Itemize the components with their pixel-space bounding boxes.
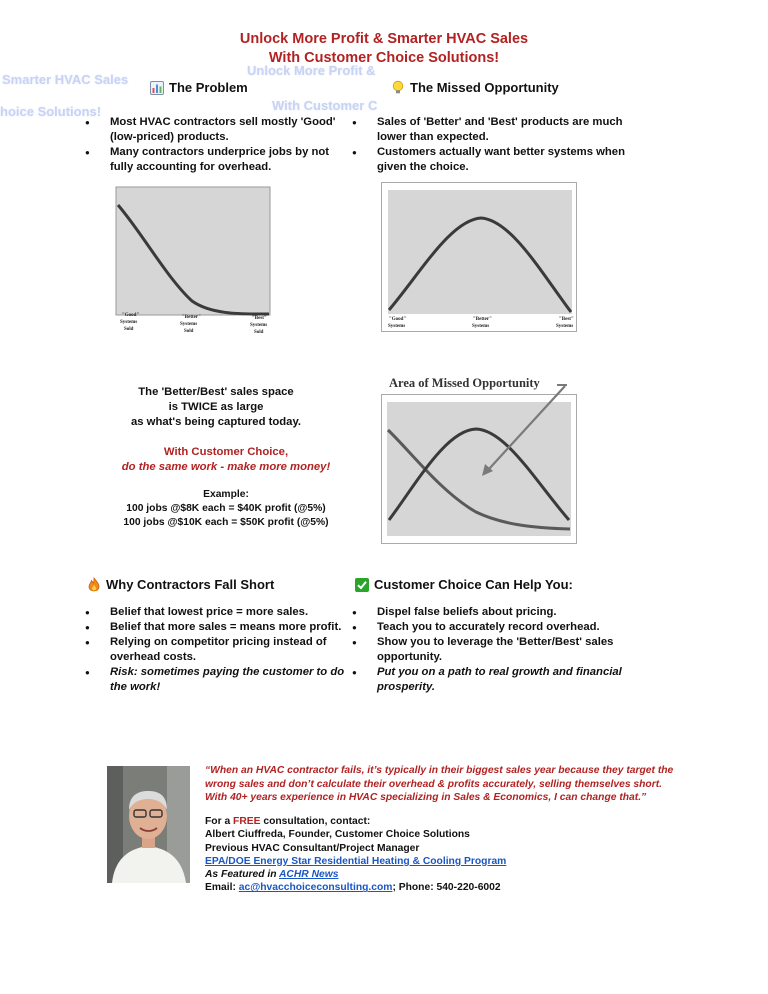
help-bullet-2: ● Teach you to accurately record overhead.	[352, 620, 632, 635]
founder-photo-graphic	[107, 766, 190, 883]
problem-heading	[150, 80, 248, 95]
example-line-2: 100 jobs @$10K each = $50K profit (@5%)	[123, 516, 329, 528]
help-list	[352, 605, 632, 695]
email-link[interactable]: ac@hvacchoiceconsulting.com	[238, 882, 393, 894]
help-bullet-4: ● Put you on a path to real growth and financial prosperity.	[352, 665, 632, 695]
founder-quote	[205, 764, 675, 805]
title-line-1: Unlock More Profit & Smarter HVAC Sales	[239, 31, 529, 47]
check-mark-icon	[355, 578, 369, 592]
example-label: Example:	[203, 489, 249, 500]
opportunity-heading-text: The Missed Opportunity	[410, 80, 559, 95]
chart2-label-best-1: "Best"	[559, 317, 574, 322]
help-bullet-1: ● Dispel false beliefs about pricing.	[352, 605, 632, 620]
ghost-text-mid-1: Unlock More Profit &	[247, 63, 376, 78]
chart1-label-best-1: "Best"	[252, 316, 267, 321]
chart2-label-better-2: Systems	[472, 324, 490, 329]
help-heading-text: Customer Choice Can Help You:	[374, 577, 573, 592]
bar-chart-icon	[150, 81, 164, 95]
contact-name: Albert Ciuffreda, Founder, Customer Choice Solutions	[205, 829, 470, 841]
contact-previous-role: Previous HVAC Consultant/Project Manager	[205, 842, 420, 854]
quote-line-3: With 40+ years experience in HVAC specializing in Sales & Economics, I can change that.”	[205, 792, 647, 803]
problem-list	[85, 115, 350, 175]
example-block	[94, 488, 358, 529]
fire-icon	[87, 578, 101, 592]
twice-as-large-text	[104, 385, 328, 430]
good-sales-curve-graphic	[112, 183, 273, 333]
problem-bullet-2: ● Many contractors underprice jobs by not fully accounting for overhead.	[85, 145, 350, 175]
fall-short-bullet-1: ● Belief that lowest price = more sales.	[85, 605, 355, 620]
title-line-2: With Customer Choice Solutions!	[268, 50, 500, 66]
ghost-text-left-2: hoice Solutions!	[0, 104, 102, 119]
cc-line-1: With Customer Choice,	[163, 446, 289, 458]
opportunity-bullet-2: ● Customers actually want better systems when given the choice.	[352, 145, 637, 175]
chart1-label-better-3: Sold	[184, 329, 194, 333]
opportunity-heading	[391, 80, 559, 95]
contact-free-line	[205, 815, 675, 828]
problem-bullet-1: ● Most HVAC contractors sell mostly 'Good' (low-priced) products.	[85, 115, 350, 145]
help-heading	[355, 577, 573, 592]
chart1-label-good-1: "Good"	[122, 313, 140, 318]
chart1-label-best-2: Systems	[250, 323, 268, 328]
chart1-label-best-3: Sold	[254, 330, 264, 333]
bell-curve-graphic	[381, 182, 577, 332]
contact-consult: consultation, contact:	[260, 816, 371, 827]
chart1-label-good-3: Sold	[124, 327, 134, 332]
chart2-label-better-1: "Better"	[473, 317, 492, 322]
middle-line-1: The 'Better/Best' sales space	[138, 386, 294, 398]
cc-line-2: do the same work - make more money!	[121, 461, 331, 473]
fall-short-list	[85, 605, 355, 695]
fall-short-bullet-3: ● Relying on competitor pricing instead of overhead costs.	[85, 635, 355, 665]
missed-opportunity-chart	[381, 372, 577, 544]
page-title	[0, 30, 768, 68]
chart1-label-good-2: Systems	[120, 320, 138, 325]
customer-choice-tagline	[94, 445, 358, 475]
missed-opportunity-title: Area of Missed Opportunity	[389, 376, 540, 390]
chart1-label-better-1: "Better"	[182, 315, 201, 320]
contact-block	[205, 815, 675, 895]
fall-short-bullet-2: ● Belief that more sales = means more profit.	[85, 620, 355, 635]
opportunity-bullet-1: ● Sales of 'Better' and 'Best' products are much lower than expected.	[352, 115, 637, 145]
middle-line-2: is TWICE as large	[168, 401, 264, 413]
middle-line-3: as what's being captured today.	[130, 416, 302, 428]
problem-heading-text: The Problem	[169, 80, 248, 95]
example-line-1: 100 jobs @$8K each = $40K profit (@5%)	[126, 502, 326, 514]
ghost-text-left-1: Smarter HVAC Sales	[2, 72, 129, 87]
contact-for-a: For a	[205, 816, 234, 827]
achr-news-link[interactable]: ACHR News	[279, 869, 339, 881]
fall-short-bullet-4: ● Risk: sometimes paying the customer to do the work!	[85, 665, 355, 695]
fall-short-heading-text: Why Contractors Fall Short	[106, 577, 275, 592]
featured-line	[205, 868, 675, 881]
bell-curve-chart	[381, 182, 577, 332]
opportunity-list	[352, 115, 637, 175]
help-bullet-3: ● Show you to leverage the 'Better/Best' sales opportunity.	[352, 635, 632, 665]
email-label: Email:	[205, 882, 239, 894]
featured-label: As Featured in	[205, 869, 279, 881]
fall-short-heading	[87, 577, 274, 592]
energy-star-program-link[interactable]: EPA/DOE Energy Star Residential Heating & Cooling Program	[205, 855, 507, 867]
missed-opportunity-graphic	[381, 372, 577, 544]
phone-text: ; Phone: 540-220-6002	[392, 882, 501, 894]
founder-photo	[107, 766, 190, 883]
contact-free: FREE	[233, 816, 261, 827]
email-phone-line	[205, 881, 675, 894]
good-sales-curve-chart	[112, 183, 273, 333]
quote-line-1: “When an HVAC contractor fails, it’s typically in their biggest sales year because they target the	[205, 765, 674, 776]
lightbulb-icon	[391, 81, 405, 95]
chart2-label-good-1: "Good"	[389, 317, 407, 322]
chart1-label-better-2: Systems	[180, 322, 198, 327]
chart2-label-best-2: Systems	[556, 324, 574, 329]
quote-line-2: wrong sales and don’t calculate their overhead & profits accurately, selling themselves short.	[205, 778, 663, 790]
ghost-text-mid-2: With Customer C	[272, 98, 378, 113]
chart2-label-good-2: Systems	[388, 324, 406, 329]
